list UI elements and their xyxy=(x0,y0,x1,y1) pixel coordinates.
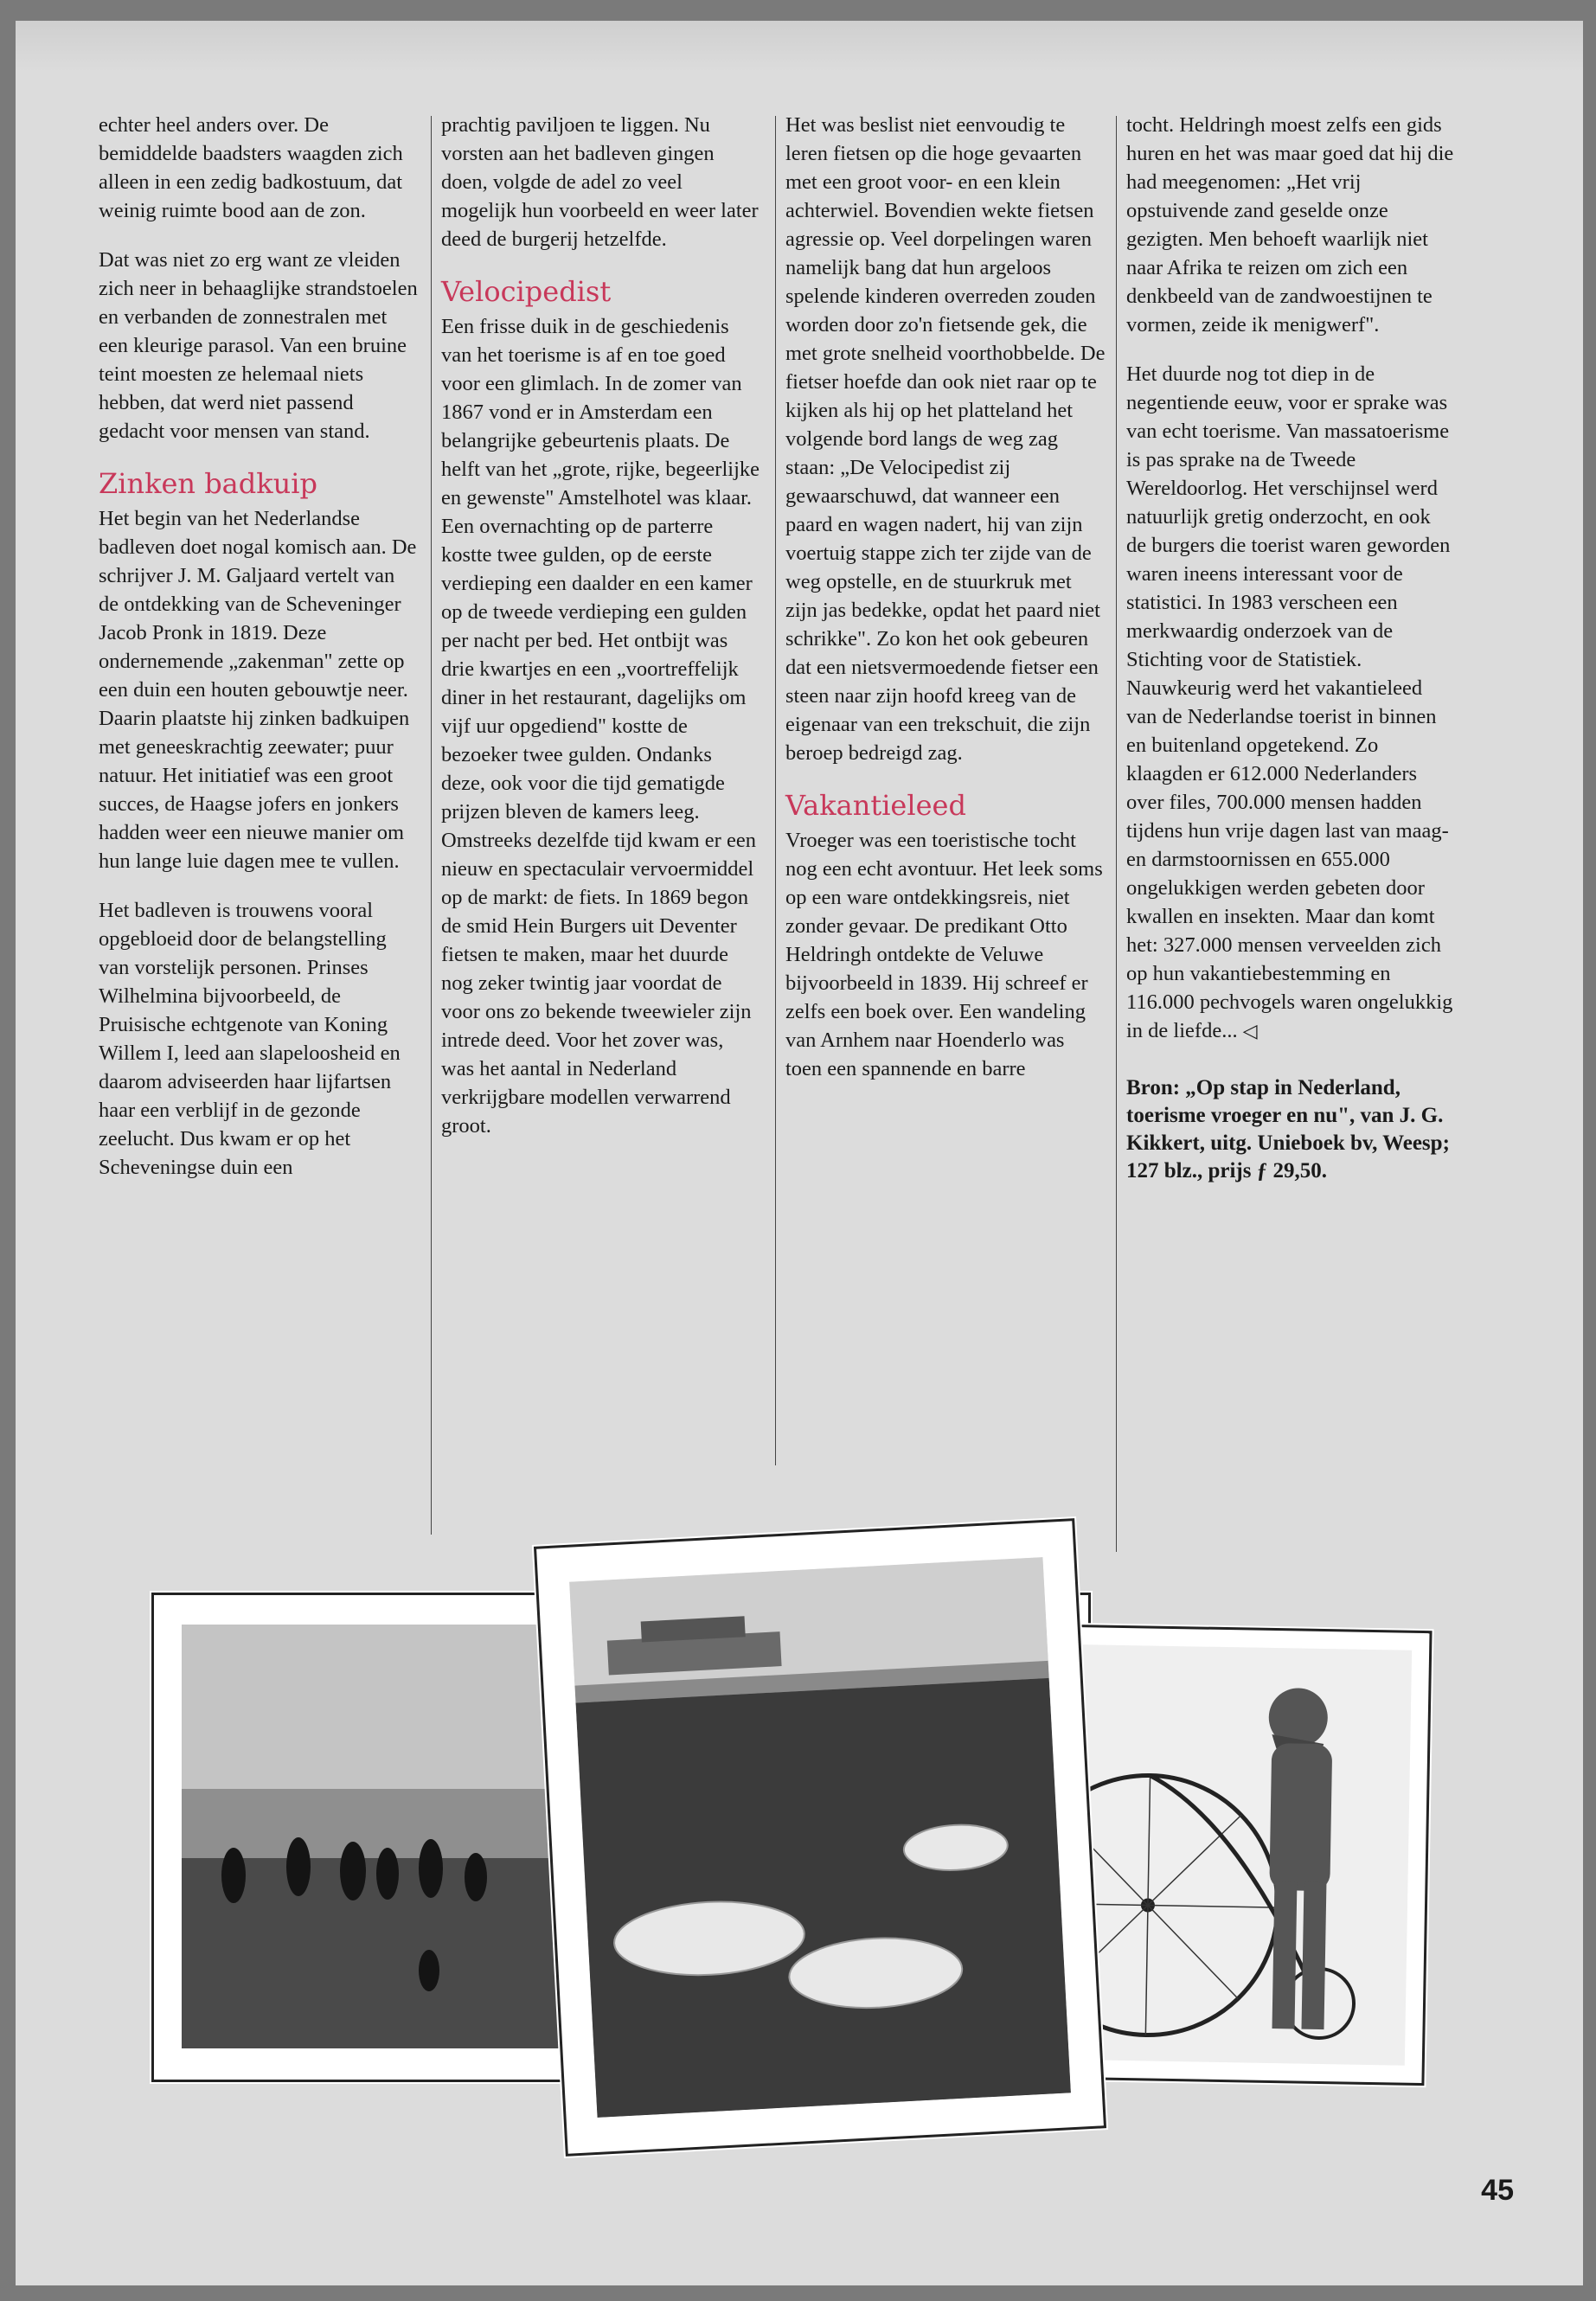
column-rule xyxy=(775,116,776,1465)
col1-paragraph-3: Het begin van het Nederlandse badleven doet nogal komisch aan. De schrijver J. M. Galjaard vertelt van de ontdekking van de Scheveninger Jacob Pronk in 1819. Deze ondernemende „zakenman" zette op een duin een houten gebouwtje neer. Daarin plaatste hij zinken badkuipen met geneeskrachtig zeewater; puur natuur. Het initiatief was een groot succes, de Haagse jofers en jonkers hadden weer een nieuwe manier om hun lange luie dagen mee te vullen. xyxy=(99,507,417,873)
photo-collage xyxy=(16,1569,1583,2192)
col2-paragraph-3: Omstreeks dezelfde tijd kwam er een nieuw en spectaculair vervoermiddel op de markt: de fiets. In 1869 begon de smid Hein Burgers uit Deventer fietsen te maken, maar het duurde nog zeker twintig jaar voordat de voor ons zo bekende tweewieler zijn intrede deed. Voor het zover was, was het aantal in Nederland verkrijgbare modellen verwarrend groot. xyxy=(441,829,756,1138)
pier-photo xyxy=(569,1557,1071,2118)
col1-paragraph-2: Dat was niet zo erg want ze vleiden zich neer in behaaglijke strandstoelen en verbanden de zonnestralen met een kleurige parasol. Van een bruine teint moesten ze helemaal niets hebben, dat werd niet passend gedacht voor mensen van stand. xyxy=(99,248,418,443)
pier-photo-frame xyxy=(536,1521,1104,2153)
page-number: 45 xyxy=(1481,2174,1514,2207)
col4-paragraph-2 xyxy=(1126,360,1455,1045)
col1-paragraph-4: Het badleven is trouwens vooral opgebloeid door de belangstelling van vorstelijk personen. Prinses Wilhelmina bijvoorbeeld, de Pruisische echtgenote van Koning Willem I, leed aan slapeloosheid en daarom adviseerden haar lijfartsen haar een verblijf in de gezonde zeelucht. Dus kwam er op het Scheveningse duin een xyxy=(99,899,401,1179)
end-mark-icon: ◁ xyxy=(1242,1020,1258,1042)
column-3 xyxy=(785,111,1106,1104)
magazine-page xyxy=(16,21,1583,2285)
col2-paragraph-1: prachtig paviljoen te liggen. Nu vorsten aan het badleven gingen doen, volgde de adel zo veel mogelijk hun voorbeeld en weer later deed de burgerij hetzelfde. xyxy=(441,113,759,251)
column-rule xyxy=(1116,116,1117,1552)
heading-zinken-badkuip: Zinken badkuip xyxy=(99,467,317,500)
page-top-shade xyxy=(16,21,1583,73)
col4-paragraph-1: tocht. Heldringh moest zelfs een gids huren en het was maar goed dat hij die had meegenomen: „Het vrij opstuivende zand geselde onze gezigten. Men behoeft waarlijk niet naar Afrika te reizen om zich een denkbeeld van de zandwoestijnen te vormen, zeide ik menigwerf". xyxy=(1126,113,1454,336)
column-1 xyxy=(99,111,419,1202)
heading-vakantieleed: Vakantieleed xyxy=(785,789,966,822)
col2-paragraph-2: Een frisse duik in de geschiedenis van het toerisme is af en toe goed voor een glimlach. In de zomer van 1867 vond er in Amsterdam een belangrijke gebeurtenis plaats. De helft van het „grote, rijke, begeerlijke en gewenste" Amstelhotel was klaar. Een overnachting op de parterre kostte twee gulden, op de eerste verdieping een daalder en een kamer op de tweede verdieping een gulden per nacht per bed. Het ontbijt was drie kwartjes en een „voortreffelijk diner in het restaurant, dagelijks om vijf uur opgediend" kostte de bezoeker twee gulden. Ondanks deze, ook voor die tijd gematigde prijzen bleven de kamers leeg. xyxy=(441,315,760,824)
col3-paragraph-2: Vroeger was een toeristische tocht nog een echt avontuur. Het leek soms op een ware ontdekkingsreis, niet zonder gevaar. De predikant Otto Heldringh ontdekte de Veluwe bijvoorbeeld in 1839. Hij schreef er zelfs een boek over. Een wandeling van Arnhem naar Hoenderlo was toen een spannende en barre xyxy=(785,829,1103,1080)
source-citation: Bron: „Op stap in Nederland, toerisme vroeger en nu", van J. G. Kikkert, uitg. Unieboek bv, Weesp; 127 blz., prijs ƒ 29,50. xyxy=(1126,1076,1450,1183)
col1-paragraph-1: echter heel anders over. De bemiddelde baadsters waagden zich alleen in een zedig badkostuum, dat weinig ruimte bood aan de zon. xyxy=(99,113,403,222)
heading-velocipedist: Velocipedist xyxy=(441,275,612,308)
column-4 xyxy=(1126,111,1455,1185)
column-2 xyxy=(441,111,761,1161)
col3-paragraph-1: Het was beslist niet eenvoudig te leren fietsen op die hoge gevaarten met een groot voor- en een klein achterwiel. Bovendien wekte fietsen agressie op. Veel dorpelingen waren namelijk bang dat hun argeloos spelende kinderen overreden zouden worden door zo'n fietsende gek, die met grote snelheid voorthobbelde. De fietser hoefde dan ook niet raar op te kijken als hij op het platteland het volgende bord langs de weg zag staan: „De Velocipedist zij gewaarschuwd, dat wanneer een paard en wagen nadert, hij van zijn voertuig stappe zich ter zijde van de weg opstelle, en de stuurkruk met zijn jas bedekke, opdat het paard niet schrikke". Zo kon het ook gebeuren dat een nietsvermoedende fietser een steen naar zijn hoofd kreeg van de eigenaar van een trekschuit, die zijn beroep bedreigd zag. xyxy=(785,113,1106,765)
col4-paragraph-2-text: Het duurde nog tot diep in de negentiende eeuw, voor er sprake was van echt toerisme. Van massatoerisme is pas sprake na de Tweede Wereldoorlog. Het verschijnsel werd natuurlijk gretig onderzocht, en ook de burgers die toerist waren geworden waren ineens interessant voor de statistici. In 1983 verscheen een merkwaardig onderzoek van de Stichting voor de Statistiek. Nauwkeurig werd het vakantieleed van de Nederlandse toerist in binnen en buitenland opgetekend. Zo klaagden er 612.000 Nederlanders over files, 700.000 mensen hadden tijdens hun vrije dagen last van maag- en darmstoornissen en 655.000 ongelukkigen werden gebeten door kwallen en insekten. Maar dan komt het: 327.000 mensen verveelden zich op hun vakantiebestemming en 116.000 pechvogels waren ongelukkig in de liefde... xyxy=(1126,362,1453,1042)
column-rule xyxy=(431,116,432,1535)
pier-illustration xyxy=(569,1557,1071,2118)
